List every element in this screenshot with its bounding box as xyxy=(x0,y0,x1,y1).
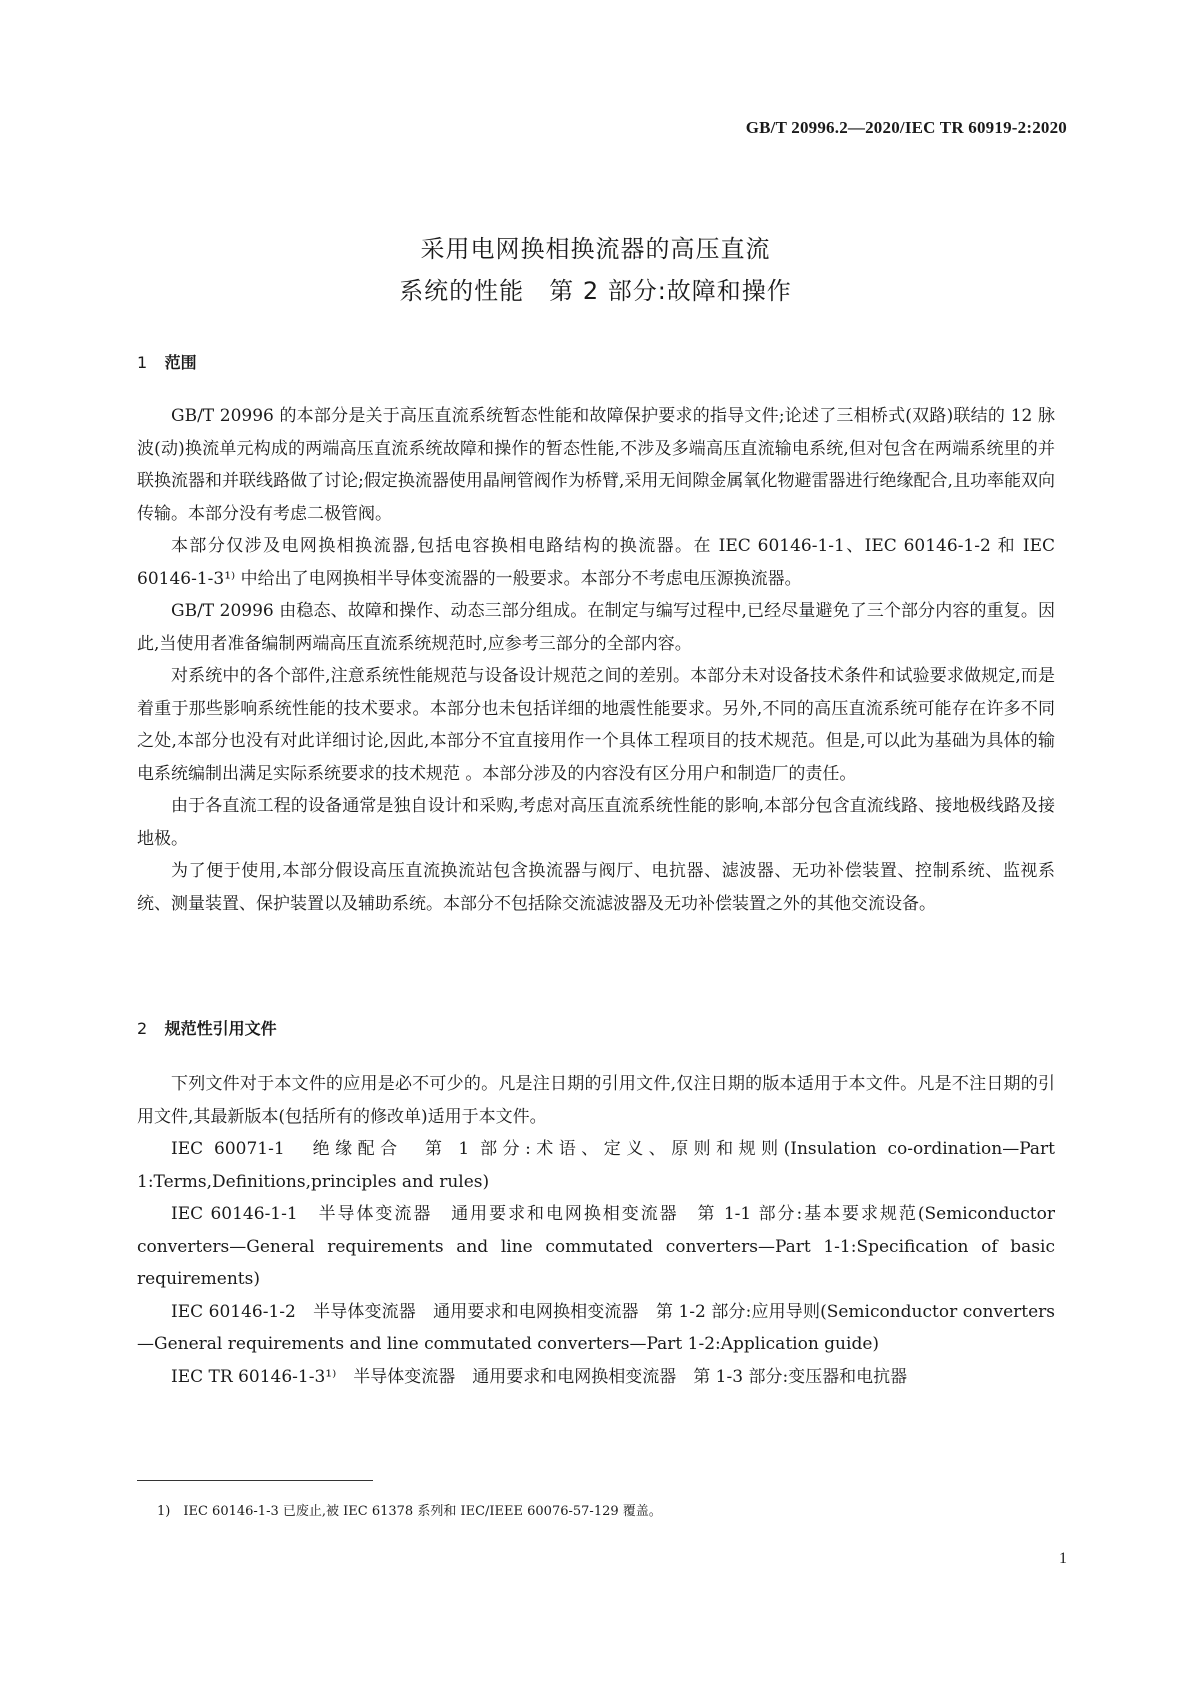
paragraph: GB/T 20996 的本部分是关于高压直流系统暂态性能和故障保护要求的指导文件;论述了三相桥式(双路)联结的 12 脉波(动)换流单元构成的两端高压直流系统故障和操作的暂态性能,不涉及多端高压直流输电系统,但对包含在两端系统里的并联换流器和并联线路做了讨论;假定换流器使用晶闸管阀作为桥臂,采用无间隙金属氧化物避雷器进行绝缘配合,且功率能双向传输。本部分没有考虑二极管阀。 xyxy=(137,406,1055,524)
reference-item: IEC 60146-1-2 半导体变流器 通用要求和电网换相变流器 第 1-2 部分:应用导则(Semiconductor converters—General requirements and line commutated converters—Part 1-2:Application guide) xyxy=(137,1301,1055,1354)
standard-number-header: GB/T 20996.2—2020/IEC TR 60919-2:2020 xyxy=(745,118,1067,137)
section-2-body xyxy=(137,1068,1055,1393)
section-1-body xyxy=(137,400,1055,920)
section-2-heading xyxy=(137,1016,277,1039)
footnote-divider xyxy=(137,1480,373,1481)
document-title xyxy=(0,228,1191,312)
paragraph: 由于各直流工程的设备通常是独自设计和采购,考虑对高压直流系统性能的影响,本部分包含直流线路、接地极线路及接地极。 xyxy=(137,796,1055,849)
footnote: 1) IEC 60146-1-3 已废止,被 IEC 61378 系列和 IEC/IEEE 60076-57-129 覆盖。 xyxy=(157,1504,662,1519)
reference-item: IEC TR 60146-1-3¹⁾ 半导体变流器 通用要求和电网换相变流器 第 1-3 部分:变压器和电抗器 xyxy=(171,1366,908,1387)
title-line-2: 系统的性能 第 2 部分:故障和操作 xyxy=(399,277,792,305)
section-number: 1 xyxy=(137,353,148,372)
paragraph: GB/T 20996 由稳态、故障和操作、动态三部分组成。在制定与编写过程中,已经尽量避免了三个部分内容的重复。因此,当使用者准备编制两端高压直流系统规范时,应参考三部分的全部内容。 xyxy=(137,601,1055,654)
paragraph: 本部分仅涉及电网换相换流器,包括电容换相电路结构的换流器。在 IEC 60146-1-1、IEC 60146-1-2 和 IEC 60146-1-3¹⁾ 中给出了电网换相半导体变流器的一般要求。本部分不考虑电压源换流器。 xyxy=(137,536,1055,589)
section-number: 2 xyxy=(137,1019,148,1038)
paragraph: 为了便于使用,本部分假设高压直流换流站包含换流器与阀厅、电抗器、滤波器、无功补偿装置、控制系统、监视系统、测量装置、保护装置以及辅助系统。本部分不包括除交流滤波器及无功补偿装置之外的其他交流设备。 xyxy=(137,861,1055,914)
reference-item: IEC 60071-1 绝缘配合 第 1 部分:术语、定义、原则和规则(Insulation co-ordination—Part 1:Terms,Definitions,principles and rules) xyxy=(137,1139,1055,1192)
paragraph: 对系统中的各个部件,注意系统性能规范与设备设计规范之间的差别。本部分未对设备技术条件和试验要求做规定,而是着重于那些影响系统性能的技术要求。本部分也未包括详细的地震性能要求。另外,不同的高压直流系统可能存在许多不同之处,本部分也没有对此详细讨论,因此,本部分不宜直接用作一个具体工程项目的技术规范。但是,可以此为基础为具体的输电系统编制出满足实际系统要求的技术规范 。本部分涉及的内容没有区分用户和制造厂的责任。 xyxy=(137,666,1055,784)
section-title: 范围 xyxy=(164,353,197,372)
reference-item: IEC 60146-1-1 半导体变流器 通用要求和电网换相变流器 第 1-1 部分:基本要求规范(Semiconductor converters—General requirements and line commutated converters—Part 1-1:Specification of basic requirements) xyxy=(137,1204,1055,1289)
page-number: 1 xyxy=(1059,1550,1067,1567)
section-title: 规范性引用文件 xyxy=(164,1019,277,1038)
section-1-heading xyxy=(137,350,197,373)
paragraph: 下列文件对于本文件的应用是必不可少的。凡是注日期的引用文件,仅注日期的版本适用于本文件。凡是不注日期的引用文件,其最新版本(包括所有的修改单)适用于本文件。 xyxy=(137,1074,1055,1127)
title-line-1: 采用电网换相换流器的高压直流 xyxy=(420,235,771,263)
